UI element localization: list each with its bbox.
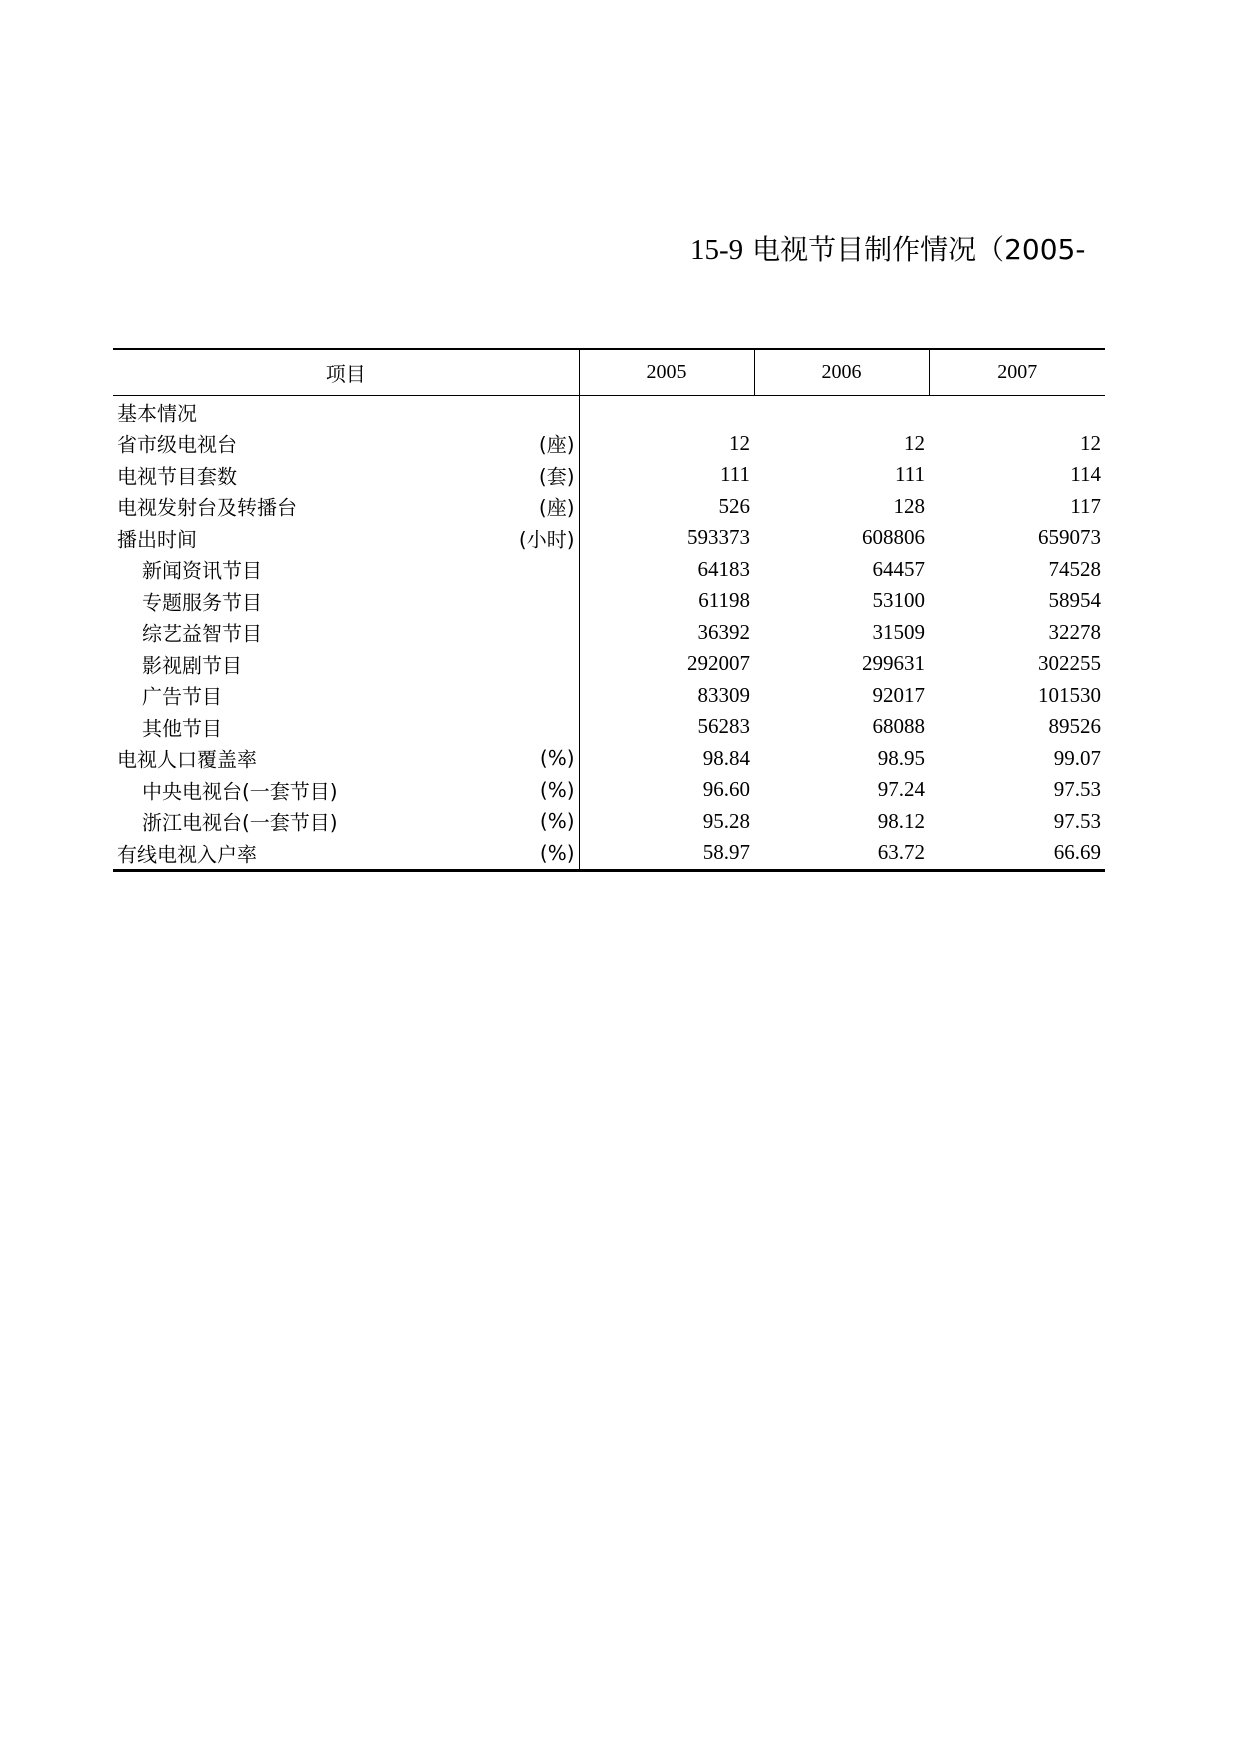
cell-2006: 31509 <box>872 619 925 644</box>
row-label: 电视人口覆盖率 <box>117 747 257 772</box>
row-item <box>113 428 579 460</box>
row-label: 专题服务节目 <box>142 590 262 615</box>
header-item: 项目 <box>113 349 579 396</box>
cell-2007: 97.53 <box>1053 777 1101 802</box>
row-unit: (%) <box>539 777 575 802</box>
header-year-2007: 2007 <box>929 349 1105 396</box>
cell-2006: 608806 <box>862 525 925 550</box>
row-label: 浙江电视台(一套节目) <box>142 810 338 835</box>
header-row <box>113 349 1105 396</box>
cell-2006: 53100 <box>872 588 925 613</box>
cell-2007: 117 <box>1070 493 1101 518</box>
cell-2005: 98.84 <box>702 745 750 770</box>
row-item <box>113 680 579 712</box>
row-item <box>113 491 579 523</box>
cell-2005: 36392 <box>697 619 750 644</box>
row-label: 其他节目 <box>142 716 222 741</box>
table-row <box>113 743 1105 775</box>
page-title <box>690 228 1110 272</box>
cell-2007: 89526 <box>1048 714 1101 739</box>
row-label: 电视发射台及转播台 <box>117 495 297 520</box>
header-year-2006: 2006 <box>754 349 929 396</box>
table-row <box>113 680 1105 712</box>
cell-2006 <box>754 396 929 428</box>
cell-2007: 659073 <box>1038 525 1101 550</box>
row-label: 电视节目套数 <box>117 464 237 489</box>
cell-2007: 74528 <box>1048 556 1101 581</box>
table-row <box>113 585 1105 617</box>
row-unit: (座) <box>538 432 575 457</box>
table-row <box>113 554 1105 586</box>
cell-2005 <box>579 396 754 428</box>
row-unit: (%) <box>539 809 575 834</box>
row-label: 有线电视入户率 <box>117 842 257 867</box>
row-label: 中央电视台(一套节目) <box>142 779 338 804</box>
table-number: 15-9 <box>690 234 744 266</box>
table-row <box>113 522 1105 554</box>
cell-2007: 58954 <box>1048 588 1101 613</box>
row-item <box>113 743 579 775</box>
row-item <box>113 774 579 806</box>
cell-2006: 111 <box>895 462 925 487</box>
table-title-text: 电视节目制作情况（2005- <box>752 233 1086 266</box>
row-unit: (%) <box>539 746 575 771</box>
cell-2007: 12 <box>1080 430 1101 455</box>
row-label: 影视剧节目 <box>142 653 242 678</box>
cell-2005: 292007 <box>687 651 750 676</box>
cell-2005: 111 <box>720 462 750 487</box>
row-label: 省市级电视台 <box>117 432 237 457</box>
cell-2007: 32278 <box>1048 619 1101 644</box>
cell-2007 <box>929 396 1105 428</box>
table-body <box>113 396 1105 871</box>
row-item <box>113 522 579 554</box>
table-row <box>113 837 1105 870</box>
row-item <box>113 585 579 617</box>
cell-2007: 114 <box>1070 462 1101 487</box>
row-label: 广告节目 <box>142 684 222 709</box>
cell-2006: 68088 <box>872 714 925 739</box>
row-label: 基本情况 <box>117 401 197 426</box>
cell-2005: 12 <box>729 430 750 455</box>
cell-2007: 97.53 <box>1053 808 1101 833</box>
table-row <box>113 711 1105 743</box>
cell-2005: 96.60 <box>702 777 750 802</box>
row-unit: (%) <box>539 840 575 865</box>
cell-2006: 63.72 <box>754 837 929 870</box>
row-unit: (小时) <box>518 527 575 552</box>
header-year-2005: 2005 <box>579 349 754 396</box>
row-item <box>113 459 579 491</box>
table-row <box>113 648 1105 680</box>
cell-2007: 302255 <box>1038 651 1101 676</box>
cell-2006: 64457 <box>872 556 925 581</box>
row-label: 综艺益智节目 <box>142 621 262 646</box>
row-item <box>113 806 579 838</box>
row-item <box>113 648 579 680</box>
row-item <box>113 396 579 428</box>
cell-2006: 98.95 <box>877 745 925 770</box>
table-row <box>113 806 1105 838</box>
cell-2005: 61198 <box>698 588 750 613</box>
row-item <box>113 617 579 649</box>
table-row <box>113 491 1105 523</box>
cell-2006: 128 <box>893 493 925 518</box>
cell-2007: 99.07 <box>1053 745 1101 770</box>
cell-2006: 299631 <box>862 651 925 676</box>
cell-2005: 95.28 <box>702 808 750 833</box>
table-header <box>113 349 1105 396</box>
table-row <box>113 459 1105 491</box>
cell-2005: 593373 <box>687 525 750 550</box>
cell-2006: 92017 <box>872 682 925 707</box>
row-item <box>113 711 579 743</box>
cell-2005: 58.97 <box>579 837 754 870</box>
row-label: 新闻资讯节目 <box>142 558 262 583</box>
cell-2007: 101530 <box>1038 682 1101 707</box>
table-row <box>113 396 1105 428</box>
statistics-table <box>113 348 1105 872</box>
row-unit: (套) <box>538 464 575 489</box>
cell-2006: 12 <box>904 430 925 455</box>
row-label: 播出时间 <box>117 527 197 552</box>
cell-2005: 64183 <box>697 556 750 581</box>
row-unit: (座) <box>538 495 575 520</box>
table-row <box>113 428 1105 460</box>
table-row <box>113 774 1105 806</box>
cell-2007: 66.69 <box>929 837 1105 870</box>
row-item <box>113 837 579 870</box>
cell-2005: 83309 <box>697 682 750 707</box>
cell-2005: 56283 <box>697 714 750 739</box>
cell-2005: 526 <box>718 493 750 518</box>
table-row <box>113 617 1105 649</box>
cell-2006: 98.12 <box>877 808 925 833</box>
row-item <box>113 554 579 586</box>
cell-2006: 97.24 <box>877 777 925 802</box>
